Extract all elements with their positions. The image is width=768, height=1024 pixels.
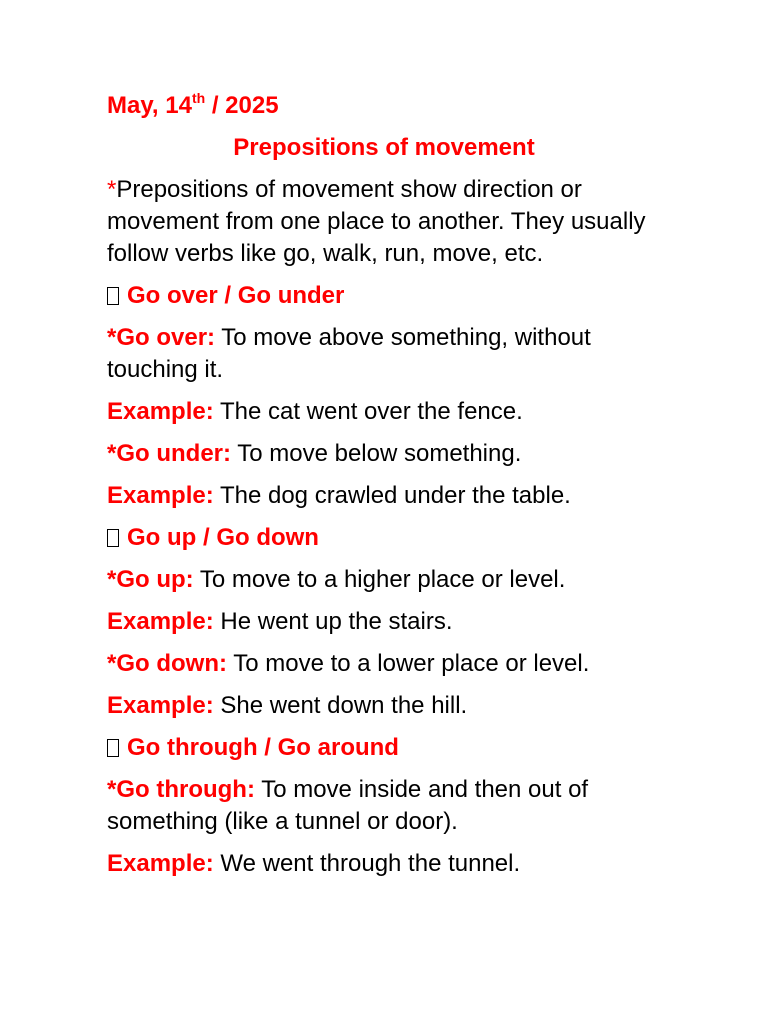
missing-glyph-box-icon xyxy=(107,739,119,757)
example-entry xyxy=(107,690,667,722)
example-entry xyxy=(107,396,667,428)
page-title: Prepositions of movement xyxy=(233,134,535,161)
definition-entry xyxy=(107,438,667,470)
section-heading xyxy=(107,732,667,764)
entry-term: *Go up: xyxy=(107,566,194,593)
entry-term: *Go down: xyxy=(107,650,227,677)
entry-definition: She went down the hill. xyxy=(213,692,468,719)
example-entry xyxy=(107,606,667,638)
section-heading-text: Go through / Go around xyxy=(127,734,399,761)
entry-definition: To move above something, without touching it. xyxy=(107,324,591,383)
definition-entry xyxy=(107,564,667,596)
definition-entry xyxy=(107,774,667,838)
date-line xyxy=(107,90,667,122)
entry-definition: To move below something. xyxy=(231,440,522,467)
date-day: May, 14 xyxy=(107,92,192,119)
section-heading xyxy=(107,522,667,554)
entry-definition: To move to a lower place or level. xyxy=(226,650,590,677)
section-heading-text: Go over / Go under xyxy=(127,282,345,309)
section-heading-text: Go up / Go down xyxy=(127,524,319,551)
entry-term: Example: xyxy=(107,692,214,719)
entry-term: Example: xyxy=(107,482,214,509)
missing-glyph-box-icon xyxy=(107,287,119,305)
entry-term: Example: xyxy=(107,608,214,635)
intro-text: Prepositions of movement show direction or movement from one place to another. They usually follow verbs like go, walk, run, move, etc. xyxy=(107,176,646,267)
missing-glyph-box-icon xyxy=(107,529,119,547)
entry-term: Example: xyxy=(107,850,214,877)
date-ordinal-suffix: th xyxy=(191,90,206,106)
definition-entry xyxy=(107,648,667,680)
entry-definition: We went through the tunnel. xyxy=(213,850,521,877)
entry-term: *Go over: xyxy=(107,324,216,351)
entry-term: Example: xyxy=(107,398,214,425)
entry-definition: To move to a higher place or level. xyxy=(193,566,566,593)
entry-definition: He went up the stairs. xyxy=(213,608,453,635)
section-heading xyxy=(107,280,667,312)
entry-definition: The dog crawled under the table. xyxy=(213,482,571,509)
entry-term: *Go through: xyxy=(107,776,255,803)
entry-term: *Go under: xyxy=(107,440,231,467)
entry-definition: The cat went over the fence. xyxy=(213,398,523,425)
intro-paragraph xyxy=(107,174,667,270)
example-entry xyxy=(107,480,667,512)
entry-definition: To move inside and then out of something (like a tunnel or door). xyxy=(107,776,589,835)
document-page xyxy=(107,90,667,890)
date-year: / 2025 xyxy=(205,92,279,119)
example-entry xyxy=(107,848,667,880)
definition-entry xyxy=(107,322,667,386)
intro-marker: * xyxy=(107,176,117,203)
